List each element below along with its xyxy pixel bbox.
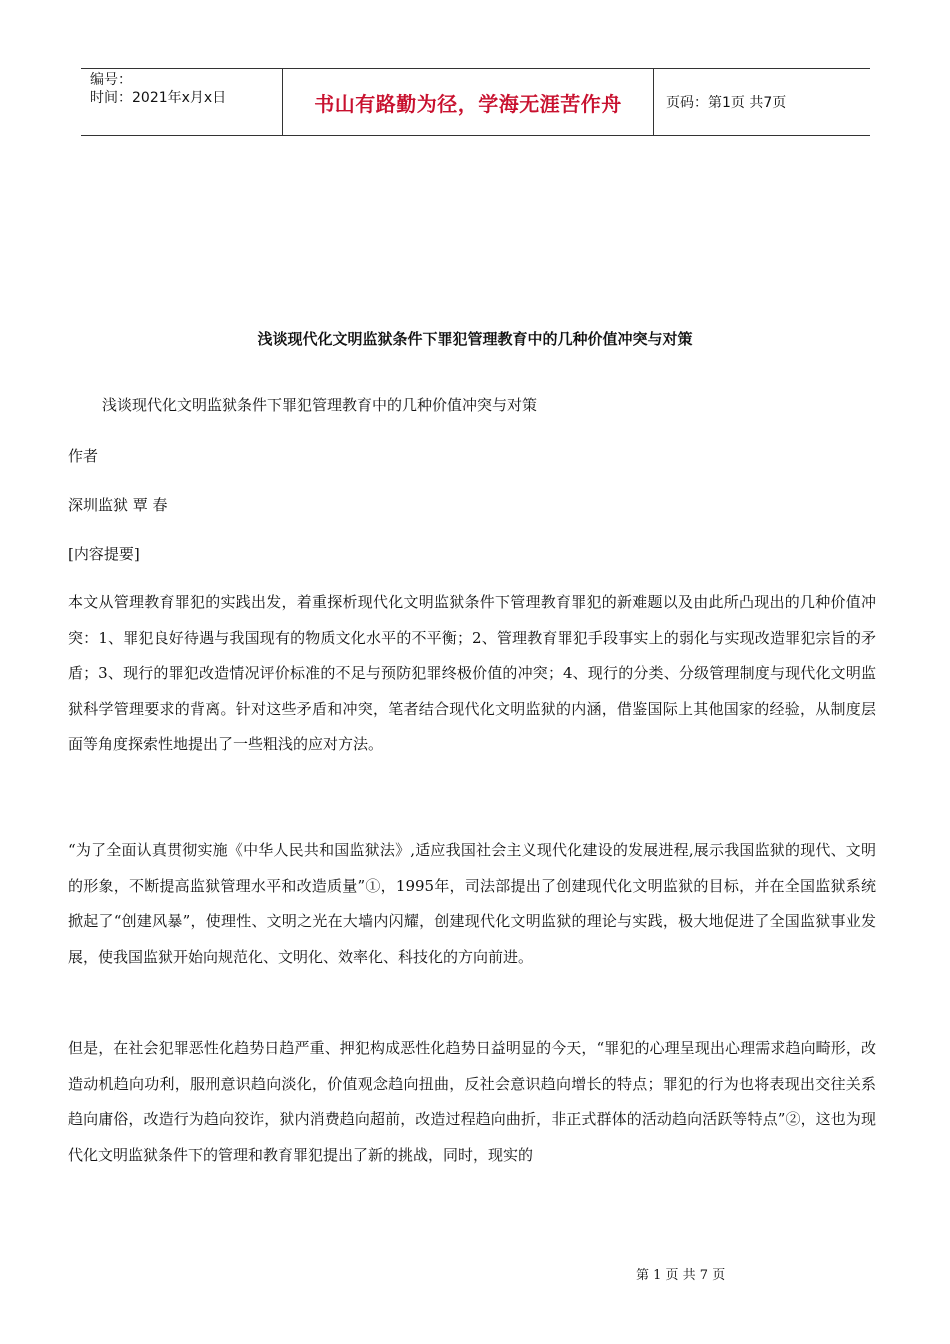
document-subtitle: 浅谈现代化文明监狱条件下罪犯管理教育中的几种价值冲突与对策	[102, 396, 538, 414]
body-paragraph: 但是，在社会犯罪恶性化趋势日趋严重、押犯构成恶性化趋势日益明显的今天，“罪犯的心理呈现出心理需求趋向畸形，改造动机趋向功利，服刑意识趋向淡化，价值观念趋向扭曲，反社会意识趋向增长的特点；罪犯的行为也将表现出交往关系趋向庸俗，改造行为趋向狡诈，狱内消费趋向超前，改造过程趋向曲折，非正式群体的活动趋向活跃等特点”②，这也为现代化文明监狱条件下的管理和教育罪犯提出了新的挑战，同时，现实的	[68, 1039, 876, 1164]
header-page-cell	[654, 69, 870, 135]
abstract-paragraph: 本文从管理教育罪犯的实践出发，着重探析现代化文明监狱条件下管理教育罪犯的新难题以及由此所凸现出的几种价值冲突：1、罪犯良好待遇与我国现有的物质文化水平的不平衡；2、管理教育罪犯手段事实上的弱化与实现改造罪犯宗旨的矛盾；3、现行的罪犯改造情况评价标准的不足与预防犯罪终极价值的冲突；4、现行的分类、分级管理制度与现代化文明监狱科学管理要求的背离。针对这些矛盾和冲突，笔者结合现代化文明监狱的内涵，借鉴国际上其他国家的经验，从制度层面等角度探索性地提出了一些粗浅的应对方法。	[68, 593, 876, 754]
document-header	[81, 68, 870, 136]
author-label: 作者	[68, 447, 99, 465]
header-page-info: 页码：第1页 共7页	[666, 95, 787, 111]
header-meta	[81, 69, 282, 135]
body-paragraph: “为了全面认真贯彻实施《中华人民共和国监狱法》,适应我国社会主义现代化建设的发展进程,展示我国监狱的现代、文明的形象，不断提高监狱管理水平和改造质量”①，1995年，司法部提出了创建现代化文明监狱的目标，并在全国监狱系统掀起了“创建风暴”，使理性、文明之光在大墙内闪耀，创建现代化文明监狱的理论与实践，极大地促进了全国监狱事业发展，使我国监狱开始向规范化、文明化、效率化、科技化的方向前进。	[68, 841, 876, 966]
abstract-label: [内容提要]	[68, 545, 140, 563]
header-motto-cell	[282, 69, 654, 135]
document-title: 浅谈现代化文明监狱条件下罪犯管理教育中的几种价值冲突与对策	[257, 330, 693, 348]
motto: 书山有路勤为径，学海无涯苦作舟	[314, 91, 622, 116]
date-label: 时间：2021年x月x日	[90, 90, 227, 106]
code-label: 编号：	[90, 72, 132, 88]
footer-page-number: 第 1 页 共 7 页	[636, 1268, 726, 1283]
author-name: 深圳监狱 覃 春	[68, 496, 168, 514]
